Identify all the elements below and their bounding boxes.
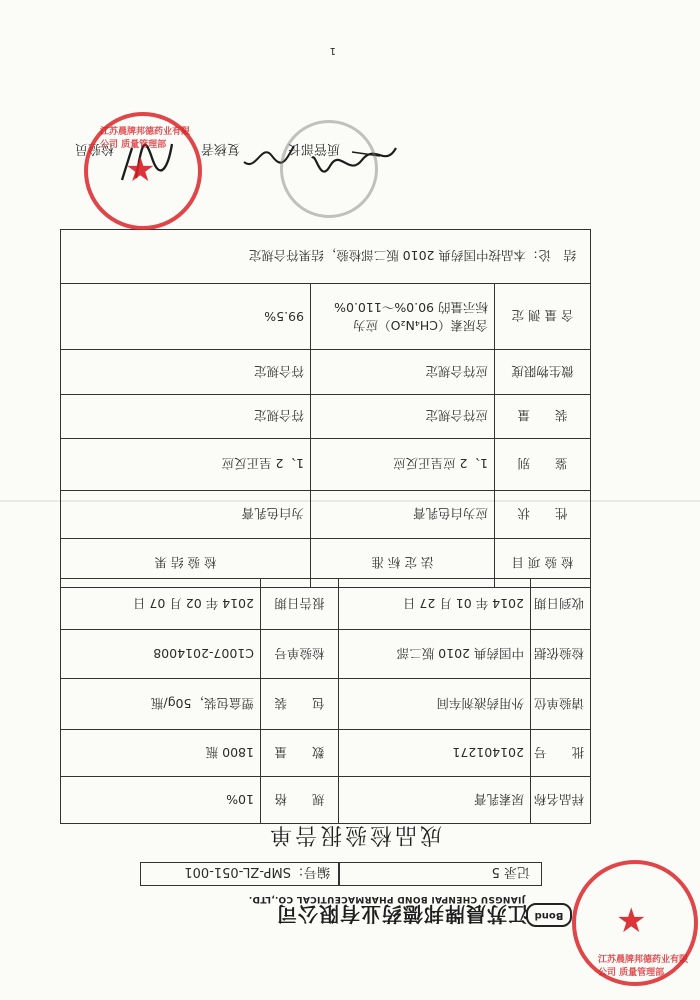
info-label: 批 号 bbox=[531, 730, 591, 777]
faded-stamp bbox=[280, 120, 378, 218]
test-standard: 应符合规定 bbox=[311, 395, 495, 439]
test-standard: 应符合规定 bbox=[311, 350, 495, 395]
info-label: 收到日期 bbox=[531, 579, 591, 630]
info-label: 请验单位 bbox=[531, 679, 591, 730]
stamp-text: 江苏晨牌邦德药业有限公司 质量管理部 bbox=[598, 955, 689, 978]
info-value: C1007-2014008 bbox=[61, 630, 261, 679]
company-name-en: JIANGSU CHENPAI BOND PHARMACEUTICAL CO.,LTD. bbox=[248, 894, 525, 904]
test-standard-multiline bbox=[311, 284, 495, 350]
report-title: 成品检验报告单 bbox=[266, 822, 442, 847]
info-label: 报告日期 bbox=[261, 579, 339, 630]
record-label: 记录 5 bbox=[491, 864, 530, 879]
info-value: 1800 瓶 bbox=[61, 730, 261, 777]
info-value: 201401271 bbox=[339, 730, 531, 777]
info-value: 2014 年 02 月 07 日 bbox=[61, 579, 261, 630]
test-item-header: 检 验 项 目 bbox=[495, 539, 591, 588]
test-row bbox=[61, 491, 591, 539]
star-icon: ★ bbox=[616, 901, 647, 941]
test-standard-line: 标示量的 90.0%～110.0% bbox=[334, 300, 488, 316]
info-value: 外用药液剂车间 bbox=[339, 679, 531, 730]
info-label: 检验依据 bbox=[531, 630, 591, 679]
test-item: 鉴 别 bbox=[495, 439, 591, 491]
test-standard-header: 法 定 标 准 bbox=[311, 539, 495, 588]
info-value: 塑盒包装，50g/瓶 bbox=[61, 679, 261, 730]
test-row bbox=[61, 395, 591, 439]
test-item: 微生物限度 bbox=[495, 350, 591, 395]
test-standard: 应为白色乳膏 bbox=[311, 491, 495, 539]
conclusion-row bbox=[61, 230, 591, 284]
test-standard: 1、2 应呈正反应 bbox=[311, 439, 495, 491]
test-result-header: 检 验 结 果 bbox=[61, 539, 311, 588]
info-label: 检验单号 bbox=[261, 630, 339, 679]
info-label: 包 装 bbox=[261, 679, 339, 730]
info-label: 规 格 bbox=[261, 777, 339, 824]
inspector-label: 检验员 bbox=[74, 141, 114, 156]
info-value: 2014 年 01 月 27 日 bbox=[339, 579, 531, 630]
test-item: 装 量 bbox=[495, 395, 591, 439]
quality-dept-stamp bbox=[572, 860, 698, 986]
conclusion: 结 论：本品按中国药典 2010 版二部检验，结果符合规定 bbox=[61, 230, 591, 284]
test-result: 符合规定 bbox=[61, 350, 311, 395]
doc-box-divider bbox=[339, 862, 341, 886]
info-row bbox=[61, 679, 591, 730]
stamp-text: 江苏晨牌邦德药业有限公司 质量管理部 bbox=[100, 127, 191, 150]
star-icon: ★ bbox=[125, 150, 156, 190]
report-table bbox=[60, 578, 591, 824]
company-stamp bbox=[84, 112, 202, 230]
test-result: 1、2 呈正反应 bbox=[61, 439, 311, 491]
test-result: 符合规定 bbox=[61, 395, 311, 439]
test-row bbox=[61, 350, 591, 395]
test-result: 99.5% bbox=[61, 284, 311, 350]
page-number: 1 bbox=[329, 45, 336, 56]
info-value: 10% bbox=[61, 777, 261, 824]
test-item: 性 状 bbox=[495, 491, 591, 539]
test-result: 为白色乳膏 bbox=[61, 491, 311, 539]
info-value: 尿素乳膏 bbox=[339, 777, 531, 824]
info-row bbox=[61, 777, 591, 824]
test-row bbox=[61, 284, 591, 350]
info-label: 样品名称 bbox=[531, 777, 591, 824]
info-value: 中国药典 2010 版二部 bbox=[339, 630, 531, 679]
test-standard-line: 含尿素（CH₄N₂O）应为 bbox=[353, 318, 488, 334]
doc-number: 编号：SMP-ZL-051-001 bbox=[184, 864, 330, 879]
company-name-cn: 江苏晨牌邦德药业有限公司 bbox=[276, 902, 528, 926]
test-row bbox=[61, 439, 591, 491]
company-logo: Bond bbox=[526, 903, 572, 927]
reviewer-label: 复核者 bbox=[200, 141, 240, 156]
info-row bbox=[61, 730, 591, 777]
test-item: 含 量 测 定 bbox=[495, 284, 591, 350]
info-label: 数 量 bbox=[261, 730, 339, 777]
qa-manager-label: 质管部长 bbox=[287, 141, 340, 156]
info-row bbox=[61, 630, 591, 679]
test-table bbox=[60, 229, 591, 588]
test-header-row bbox=[61, 539, 591, 588]
